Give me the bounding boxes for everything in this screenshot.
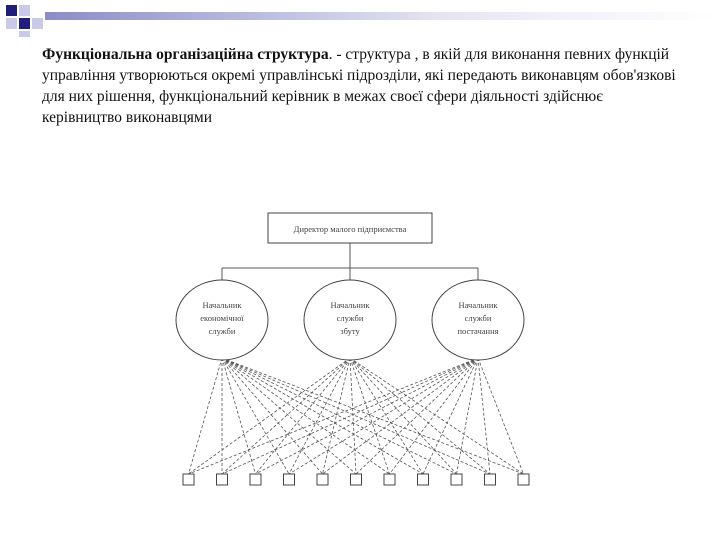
functional-link-line: [350, 358, 490, 474]
executor-box: [317, 474, 328, 485]
executor-box: [451, 474, 462, 485]
functional-link-line: [478, 358, 490, 474]
head-label: служби: [336, 313, 364, 323]
head-label: збуту: [340, 326, 360, 336]
functional-link-line: [222, 358, 457, 474]
director-label: Директор малого підприємства: [293, 224, 407, 234]
functional-link-line: [350, 358, 524, 474]
executor-box: [485, 474, 496, 485]
functional-link-line: [222, 358, 524, 474]
head-label: постачання: [457, 326, 499, 336]
executor-box: [250, 474, 261, 485]
functional-link-line: [478, 358, 524, 474]
functional-link-line: [222, 358, 256, 474]
executor-box: [418, 474, 429, 485]
functional-link-line: [222, 358, 478, 474]
definition-term: Функціональна організаційна структура: [42, 46, 329, 63]
functional-link-line: [350, 358, 423, 474]
head-label: економічної: [200, 313, 244, 323]
chart-nodes: [176, 213, 529, 485]
head-label: Начальник: [202, 300, 242, 310]
head-label: Начальник: [458, 300, 498, 310]
functional-link-line: [222, 358, 490, 474]
functional-link-line: [189, 358, 223, 474]
executor-box: [351, 474, 362, 485]
functional-link-line: [222, 358, 323, 474]
functional-link-line: [289, 358, 350, 474]
executor-box: [217, 474, 228, 485]
executor-box: [384, 474, 395, 485]
functional-link-line: [222, 358, 289, 474]
executor-box: [183, 474, 194, 485]
head-label: Начальник: [330, 300, 370, 310]
head-label: служби: [464, 313, 492, 323]
executor-box: [518, 474, 529, 485]
functional-link-line: [256, 358, 479, 474]
functional-link-line: [222, 358, 390, 474]
functional-link-line: [289, 358, 478, 474]
executor-box: [284, 474, 295, 485]
functional-link-line: [423, 358, 478, 474]
definition-body: . - структура , в якій для виконання певних функцій управління утворюються окремі управлінські підрозділи, які передають виконавцям обов'язкові для них рішення, функціональний керівник в межах своєї сфери діяльності здійснює керівництво виконавцями: [42, 46, 676, 126]
functional-link-line: [222, 358, 423, 474]
head-label: служби: [208, 326, 236, 336]
functional-link-line: [222, 358, 350, 474]
